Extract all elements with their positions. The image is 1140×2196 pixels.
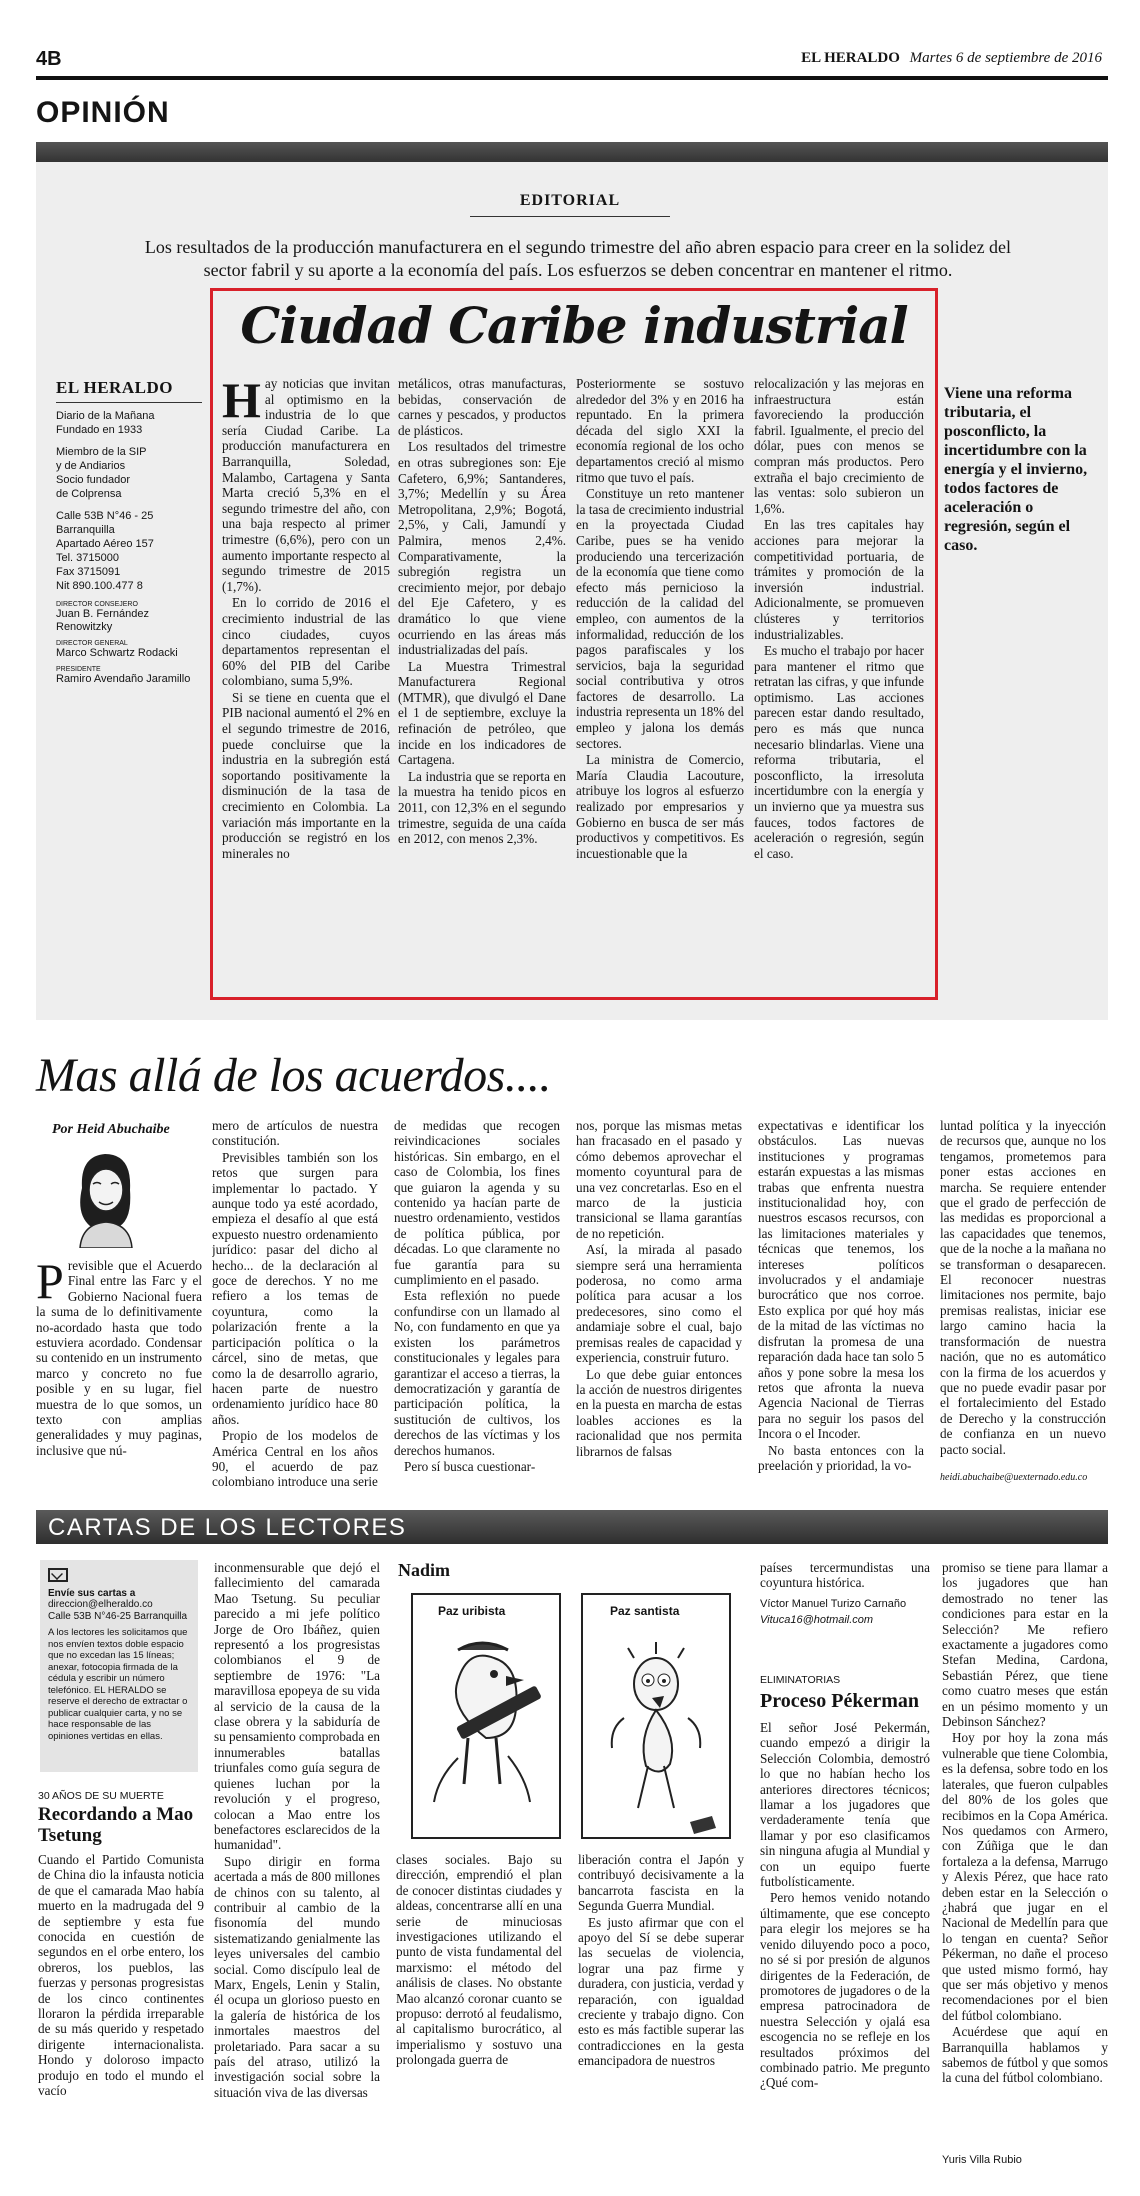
paragraph: nos, porque las mismas metas han fracasado en el pasado y cómo debemos aprovechar el momento coyuntural para de una vez concretarlas. Eso en el marco de la justicia transicional se llama garantías de no repetición. bbox=[576, 1118, 742, 1241]
info-body: A los lectores les solicitamos que nos envíen textos doble espacio que no excedan las 15 líneas; anexar, fotocopia firmada de la cédula y escribir un número telefónico. EL HERALDO se reserve el derecho de extractar o publicar cualquier carta, y no se hace responsable de las opiniones vertidas en ellas. bbox=[48, 1627, 188, 1742]
page-number: 4B bbox=[36, 48, 62, 70]
masthead bbox=[56, 378, 202, 686]
paragraph: Es justo afirmar que con el apoyo del Sí se debe superar las secuelas de violencia, lograr una paz firme y duradera, con justicia, verdad y reparación, con igualdad creciente y trabajo digno. Con esto es más factible superar las contradicciones en la gesta emancipadora de nuestros bbox=[578, 1914, 744, 2069]
masthead-line: y de Andiarios bbox=[56, 460, 126, 472]
paragraph: La industria que se reporta en la muestra ha tenido picos en 2011, con 12,3% en el segundo trimestre, seguida de una caída en 2012, con menos 2,3%. bbox=[398, 768, 566, 847]
cartas-info-box bbox=[40, 1560, 198, 1772]
letter1-col-1 bbox=[38, 1852, 204, 2168]
paragraph: luntad política y la inyección de recursos que, aunque no los tengamos, prometemos para poner estas acciones en marcha. Se requiere entender que el grado de perfección de las medidas es proporcional a las capacidades que tenemos, que de la noche a la mañana no se transforman o desaparecen. El reconocer nuestras limitaciones nos permite, bajo premisas realistas, iniciar ese largo camino hacia la transformación de nuestra nación, que no es automático con la firma de los acuerdos y que no puede evadir pasar por el fortalecimiento del Estado de Derecho y la construcción de confianza en un nuevo pacto social. bbox=[940, 1118, 1106, 1457]
masthead-role: DIRECTOR GENERAL bbox=[56, 640, 128, 647]
paragraph: de medidas que recogen reivindicaciones sociales históricas. Sin embargo, en el caso de Colombia, los fines que guiaron la agenda y su contenido ya hacían parte de nuestro ordenamiento, vestidos de política pública, por décadas. Lo que claramente no fue garantía para su cumplimiento en el pasado. bbox=[394, 1118, 560, 1288]
letter2-title: Proceso Pékerman bbox=[760, 1690, 920, 1712]
column-col-1 bbox=[36, 1258, 202, 1490]
letter2-signature: Yuris Villa Rubio bbox=[942, 2154, 1022, 2166]
paragraph: Hoy por hoy la zona más vulnerable que tiene Colombia, es la defensa, sobre todo en los laterales, que fueron culpables del 80% de los goles que recibimos en la Copa América. Nos quedamos con Armero, con Zúñiga que le dan fortaleza a la defensa, Marrugo y Alexis Pérez, que hace rato deben estar en la Selección o ¿habrá que jugar en el Nacional de Medellín para que lo tengan en cuenta? Señor Pékerman, no dañe el proceso que usted mismo formó, hay que ser más objetivo y menos recomendaciones por el bien del fútbol colombiano. bbox=[942, 1730, 1108, 2023]
letter1-signature: Víctor Manuel Turizo Carnaño bbox=[760, 1598, 907, 1610]
section-band bbox=[36, 142, 1108, 162]
letter1-col-4 bbox=[578, 1852, 744, 2168]
paper-name: EL HERALDO bbox=[801, 50, 900, 66]
paragraph: clases sociales. Bajo su dirección, emprendió el plan de conocer distintas ciudades y aldeas, concentrarse allí en una serie de minuciosas investigaciones utilizando el punto de vista fundamental del marxismo: el método del análisis de clases. No obstante Mao alcanzó coronar cuanto se propuso: derrotó al feudalismo, al capitalismo burocrático, al imperialismo y sostuvo una prolongada guerra de bbox=[396, 1852, 562, 2068]
paragraph: revisible que el Acuerdo Final entre las Farc y el Gobierno Nacional fuera la suma de lo definitivamente no-acordado hasta que todo estuviera acordado. Condensar su contenido en un instrumento marco y concreto no fue posible y en su lugar, fiel muestra de lo que somos, un texto con amplias generalidades y muy paginas, inclusive que nú- bbox=[36, 1258, 202, 1458]
masthead-line: Tel. 3715000 bbox=[56, 552, 119, 564]
info-line: Calle 53B N°46-25 Barranquilla bbox=[48, 1611, 188, 1622]
editorial-deck: Los resultados de la producción manufacturera en el segundo trimestre del año abren espacio para creer en la solidez del sector fabril y su aporte a la economía del país. Los esfuerzos se deben concentrar en mantener el ritmo. bbox=[144, 237, 1012, 280]
masthead-name: Juan B. Fernández Renowitzky bbox=[56, 608, 149, 633]
masthead-roles bbox=[56, 601, 202, 686]
column-col-4 bbox=[576, 1118, 742, 1490]
info-address bbox=[48, 1599, 190, 1623]
masthead-logo: EL HERALDO bbox=[56, 378, 173, 397]
masthead-rule bbox=[56, 402, 202, 403]
cartoon bbox=[398, 1588, 744, 1844]
masthead-line: Barranquilla bbox=[56, 524, 115, 536]
letter1-title: Recordando a Mao Tsetung bbox=[38, 1804, 194, 1846]
letter1-col-3 bbox=[396, 1852, 562, 2168]
masthead-name: Marco Schwartz Rodacki bbox=[56, 647, 178, 659]
masthead-role: DIRECTOR CONSEJERO bbox=[56, 601, 138, 608]
letter1-col-2 bbox=[214, 1560, 380, 2168]
paragraph: La Muestra Trimestral Manufacturera Regional (MTMR), que divulgó el Dane el 1 de septiembre, excluye la refinación de petróleo, que incide en los indicadores de Cartagena. bbox=[398, 658, 566, 768]
column-byline: Por Heid Abuchaibe bbox=[52, 1122, 170, 1137]
column-col-2 bbox=[212, 1118, 378, 1490]
paragraph: Si se tiene en cuenta que el PIB nacional aumentó el 2% en el segundo trimestre de 2016, puede concluirse que la industria en la subregión está soportando positivamente la disminución de la tasa de crecimiento en Colombia. La variación más importante en la producción se registró en los minerales no bbox=[222, 689, 390, 861]
paragraph: relocalización y las mejoras en infraestructura están favoreciendo la producción fabril. Igualmente, el precio del dólar, pues con menos se compran más productos. Pero extraña el bajo crecimiento de las ventas: solo subieron un 1,6%. bbox=[754, 376, 924, 516]
masthead-role: PRESIDENTE bbox=[56, 666, 101, 673]
paragraph: Esta reflexión no puede confundirse con un llamado al No, con fundamento en que ya existen los parámetros constitucionales y legales para garantizar el acceso a tierras, la democratización y garantía de participación política, la sustitución de cultivos, los derechos de las víctimas y los derechos humanos. bbox=[394, 1288, 560, 1458]
info-line: direccion@elheraldo.co bbox=[48, 1599, 153, 1610]
editorial-col-1 bbox=[222, 376, 390, 990]
paragraph: Cuando el Partido Comunista de China dio la infausta noticia de que el camarada Mao había muerto en la madrugada del 9 de septiembre y esta fue conocida en cuestión de segundos en el orbe entero, los obreros, los pueblos, las fuerzas y personas progresistas de los cinco continentes lloraron la pérdida irreparable de su más querido y respetado dirigente internacionalista. Hondo y doloroso impacto produjo en todo el mundo el vacío bbox=[38, 1852, 204, 2099]
paragraph: En las tres capitales hay acciones para mejorar la competitividad portuaria, de trámites y promoción de la inversión industrial. Adicionalmente, se promueven clústeres y territorios industrializables. bbox=[754, 517, 924, 642]
cartas-banner-title: CARTAS DE LOS LECTORES bbox=[48, 1514, 407, 1541]
masthead-info bbox=[56, 409, 202, 593]
paragraph: Lo que debe guiar entonces la acción de nuestros dirigentes en la puesta en marcha de estas loables acciones es la racionalidad que nos permita librarnos de falsas bbox=[576, 1366, 742, 1459]
masthead-line: Socio fundador bbox=[56, 474, 130, 486]
cartoon-drawing bbox=[398, 1588, 744, 1844]
masthead-line: Diario de la Mañana bbox=[56, 410, 155, 422]
editorial-col-4 bbox=[754, 376, 924, 990]
paragraph: Pero sí busca cuestionar- bbox=[404, 1458, 536, 1474]
paragraph: Así, la mirada al pasado siempre será una herramienta poderosa, no como arma política para acusar a los predecesores, sino como el andamiaje sobre el cual, bajo premisas reales de capacidad y experiencia, construir futuro. bbox=[576, 1242, 742, 1366]
masthead-name: Ramiro Avendaño Jaramillo bbox=[56, 673, 191, 685]
editorial-col-2 bbox=[398, 376, 566, 990]
masthead-line: Fundado en 1933 bbox=[56, 424, 143, 436]
masthead-line bbox=[56, 501, 202, 509]
paragraph: Los resultados del trimestre en otras subregiones son: Eje Cafetero, 6,9%; Santanderes, 3,7%; Medellín y su Área Metropolitana, 2,9%; Bogotá, 2,5%, y Cali, Jamundí y Palmira, menos 2,4%. Comparativamente, la subregión registra un crecimiento mejor, por debajo del Eje Cafetero, y es dramático lo que viene ocurriendo en las áreas más industrializadas del país. bbox=[398, 439, 566, 658]
paragraph: expectativas e identificar los obstáculos. Las nuevas instituciones y programas estarán expuestas a las mismas trabas que enfrenta nuestra institucionalidad hoy, con nuestros escasos recursos, con las limitaciones materiales y técnicas que tenemos, los intereses políticos involucrados y el andamiaje burocrático que nos corroe. Esto explica por qué hoy más de la mitad de las víctimas no disfrutan la promesa de una reparación dada hace tan solo 5 años y pone sobre la mesa los retos que afronta la nueva Agencia Nacional de Tierras para no seguir los pasos del Incora o el Incoder. bbox=[758, 1118, 924, 1442]
header-rule bbox=[36, 76, 1108, 80]
masthead-line: Apartado Aéreo 157 bbox=[56, 538, 154, 550]
paragraph: metálicos, otras manufacturas, bebidas, conservación de carnes y pescados, y productos de plásticos. bbox=[398, 376, 566, 438]
editorial-col-3 bbox=[576, 376, 744, 990]
masthead-line: Calle 53B N°46 - 25 bbox=[56, 510, 154, 522]
paragraph: Es mucho el trabajo por hacer para mantener el ritmo que retratan las cifras, y que infunde optimismo. Las acciones parecen estar dando resultado, pero es más que nunca necesario blindarlas. Viene una reforma tributaria, el posconflicto, la irresoluta incertidumbre con la energía y un invierno que ya muestra sus fauces, todos factores de aceleración o regresión, según el caso. bbox=[754, 643, 924, 861]
masthead-line: Fax 3715091 bbox=[56, 566, 121, 578]
masthead-line: de Colprensa bbox=[56, 488, 122, 500]
author-portrait bbox=[60, 1148, 150, 1248]
kicker-rule bbox=[470, 216, 670, 217]
masthead-line: Nit 890.100.477 8 bbox=[56, 580, 143, 592]
letter1-kicker: 30 AÑOS DE SU MUERTE bbox=[38, 1790, 164, 1802]
paragraph: Posteriormente se sostuvo alrededor del 3% y en 2016 ha repuntado. En la primera década del siglo XXI la economía regional de los ocho departamentos creció al mismo ritmo que tuvo el país. bbox=[576, 376, 744, 485]
paragraph: ay noticias que invitan al optimismo en la industria de lo que sería Ciudad Caribe. La producción manufacturera en Barranquilla, Soledad, Malambo, Cartagena y Santa Marta creció 5,3% en el segundo trimestre del año, con una baja respecto al primer trimestre (6,6%), pero con un aumento importante respecto al segundo trimestre de 2015 (1,7%). bbox=[222, 376, 390, 594]
paragraph: En lo corrido de 2016 el crecimiento industrial de las cinco ciudades, cuyos departamentos representan el 60% del PIB del Caribe colombiano, suma 5,9%. bbox=[222, 595, 390, 689]
column-title: Mas allá de los acuerdos.... bbox=[36, 1049, 551, 1102]
author-portrait-drawing bbox=[60, 1148, 150, 1248]
letter2-kicker: ELIMINATORIAS bbox=[760, 1674, 841, 1686]
paragraph: liberación contra el Japón y contribuyó decisivamente a la bancarrota fascista en la Segunda Guerra Mundial. bbox=[578, 1852, 744, 1914]
info-title: Envíe sus cartas a bbox=[48, 1588, 136, 1599]
cartoon-right-caption: Paz santista bbox=[610, 1604, 680, 1618]
column-col-5 bbox=[758, 1118, 924, 1490]
paragraph: La ministra de Comercio, María Claudia Lacouture, atribuye los logros al esfuerzo realizado por empresarios y Gobierno en busca de ser más productivos y competitivos. Es incuestionable que la bbox=[576, 752, 744, 861]
envelope-icon bbox=[48, 1568, 68, 1582]
paragraph: mero de artículos de nuestra constitución. bbox=[212, 1118, 378, 1149]
paragraph: Propio de los modelos de América Central en los años 90, el acuerdo de paz colombiano introduce una serie bbox=[212, 1428, 378, 1490]
paragraph: países tercermundistas una coyuntura histórica. bbox=[760, 1560, 930, 1591]
editorial-dropcap: H bbox=[222, 376, 261, 428]
paragraph: Supo dirigir en forma acertada a más de 800 millones de chinos con su talento, al contribuir al cambio de la fisonomía del mundo sistematizando genialmente las leyes universales del cambio social. Como discípulo leal de Marx, Engels, Lenin y Stalin, él ocupa un glorioso puesto en la galería de histórica de los inmortales maestros del proletariado. Para sacar a su país del atraso, utilizó la investigación social sobre la situación viva de las diversas bbox=[214, 1853, 380, 2100]
masthead-line bbox=[56, 437, 202, 445]
issue-date: Martes 6 de septiembre de 2016 bbox=[909, 50, 1102, 66]
editorial-kicker: EDITORIAL bbox=[519, 192, 621, 209]
letter1-col-5 bbox=[760, 1560, 930, 1594]
column-author-email: heidi.abuchaibe@uexternado.edu.co bbox=[940, 1472, 1088, 1483]
paragraph: Constituye un reto mantener la tasa de crecimiento industrial en la proyectada Ciudad Caribe, pues se ha venido produciendo una tercerización de la economía que tiene como efecto más pernicioso la reducción de la calidad del empleo, con aumentos de la informalidad, reducción de los pagos parafiscales y los servicios, baja la seguridad social contributiva y otros factores de desarrollo. La industria representa un 18% del empleo y jalona los demás sectores. bbox=[576, 486, 744, 751]
editorial-title: Ciudad Caribe industrial bbox=[240, 296, 908, 355]
column-col-3 bbox=[394, 1118, 560, 1490]
paragraph: El señor José Pekermán, cuando empezó a dirigir la Selección Colombia, demostró lo que no habían hecho los anteriores directores técnicos; llamar a los jugadores que verdaderamente tenía que llamar y por eso clasificamos sin ninguna afugia al Mundial y con un equipo fuerte futbolísticamente. bbox=[760, 1720, 930, 1890]
cartas-banner bbox=[36, 1510, 1108, 1544]
column-dropcap: P bbox=[36, 1258, 64, 1309]
letter2-col-2 bbox=[942, 1560, 1108, 2150]
column-col-6 bbox=[940, 1118, 1106, 1470]
paragraph: No basta entonces con la preelación y prioridad, la vo- bbox=[758, 1442, 924, 1473]
paragraph: Previsibles también son los retos que surgen para implementar lo pactado. Y aunque todo ya esté acordado, empieza el desafío al que está expuesto nuestro ordenamiento jurídico: pasar del dicho al hecho... de la declaración al goce de derechos. Y no me refiero a los temas de coyuntura, como la polarización frente a la participación política o la cárcel, sino de metas, que como la de desarrollo agrario, hacen parte de nuestro ordenamiento jurídico hace 80 años. bbox=[212, 1149, 378, 1427]
cartoon-label: Nadim bbox=[398, 1560, 451, 1580]
letter2-col-1 bbox=[760, 1720, 930, 2168]
paragraph: Acuérdese que aquí en Barranquilla hablamos y sabemos de fútbol y que somos la cuna del fútbol colombiano. bbox=[942, 2024, 1108, 2086]
header-meta bbox=[801, 50, 1102, 67]
paragraph: inconmensurable que dejó el fallecimiento del camarada Mao Tsetung. Su peculiar parecido a mi jefe político Jorge de Oro Ibáñez, quien representó a los progresistas colombianos el 9 de septiembre de 1976: "La maravillosa epopeya de su vida al servicio de la causa de la clase obrera y la sabiduría de su pensamiento comprobada en innumerables batallas triunfales como guía segura de quienes luchan por la revolución y el progreso, colocan a Mao entre los benefactores esclarecidos de la humanidad". bbox=[214, 1560, 380, 1853]
masthead-line: Miembro de la SIP bbox=[56, 446, 147, 458]
section-title: OPINIÓN bbox=[36, 96, 170, 129]
paragraph: promiso se tiene para llamar a los jugadores que han demostrado no tener las condiciones para estar en la Selección? Me refiero exactamente a jugadores como Stefan Medina, Cardona, Sebastián Pérez, que tiene como cuatro meses que están en un pésimo momento y un Debinson Sánchez? bbox=[942, 1560, 1108, 1730]
paragraph: Pero hemos venido notando últimamente, que ese concepto para elegir los mejores se ha venido diluyendo poco a poco, no sé si por presión de algunos dirigentes de la Federación, de promotores de jugadores o de la empresa patrocinadora de nuestra Selección y ojalá esa escogencia no se refleje en los resultados próximos del combinado patrio. Me pregunto ¿Qué com- bbox=[760, 1890, 930, 2091]
editorial-pullquote: Viene una reforma tributaria, el posconflicto, la incertidumbre con la energía y el invierno, todos factores de aceleración o regresión, según el caso. bbox=[944, 385, 1088, 554]
letter1-email: Vituca16@hotmail.com bbox=[760, 1614, 874, 1626]
cartoon-left-caption: Paz uribista bbox=[438, 1604, 506, 1618]
